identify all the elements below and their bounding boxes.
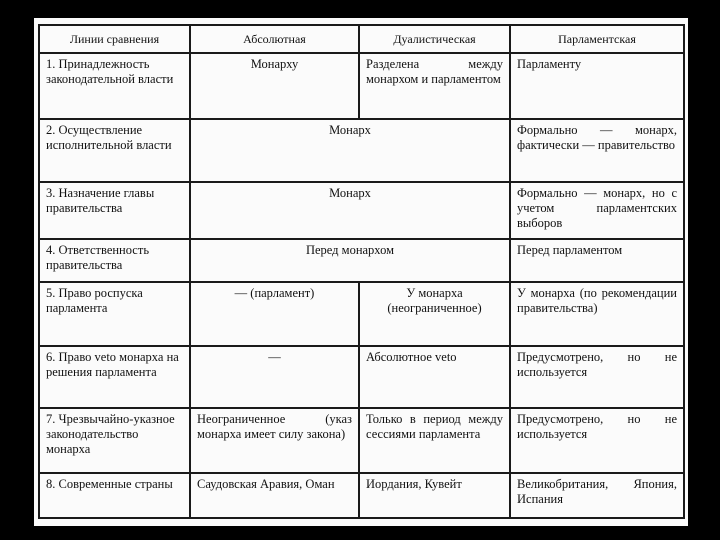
cell-dualistic: Разделена между монархом и парламентом (359, 53, 510, 119)
cell-merged: Монарх (190, 119, 510, 182)
cell-parliamentary: У монарха (по рекомендации правительства) (510, 282, 684, 346)
cell-merged: Монарх (190, 182, 510, 239)
row-feature: 4. Ответственность правительства (39, 239, 190, 282)
cell-dualistic: Иордания, Кувейт (359, 473, 510, 518)
row-feature: 6. Право veto монарха на решения парламента (39, 346, 190, 408)
header-parliamentary: Парламентская (510, 25, 684, 53)
row-feature: 1. Принадлежность законодательной власти (39, 53, 190, 119)
document-page (34, 18, 688, 526)
table-row (39, 408, 684, 473)
cell-parliamentary: Великобритания, Япония, Испания (510, 473, 684, 518)
cell-parliamentary: Предусмотрено, но не используется (510, 346, 684, 408)
row-feature: 5. Право роспуска парламента (39, 282, 190, 346)
cell-absolute: — (парламент) (190, 282, 359, 346)
row-feature: 3. Назначение главы правительства (39, 182, 190, 239)
cell-dualistic: Только в период между сессиями парламента (359, 408, 510, 473)
cell-parliamentary: Перед парламентом (510, 239, 684, 282)
cell-dualistic: Абсолютное veto (359, 346, 510, 408)
header-dualistic: Дуалистическая (359, 25, 510, 53)
cell-merged: Перед монархом (190, 239, 510, 282)
cell-dualistic: У монарха (неограниченное) (359, 282, 510, 346)
table-row (39, 239, 684, 282)
table-row (39, 282, 684, 346)
table-row (39, 346, 684, 408)
cell-absolute: Неограниченное (указ монарха имеет силу закона) (190, 408, 359, 473)
cell-parliamentary: Предусмотрено, но не используется (510, 408, 684, 473)
comparison-table (38, 24, 685, 519)
row-feature: 2. Осуществление исполнительной власти (39, 119, 190, 182)
cell-absolute: — (190, 346, 359, 408)
header-comparison-lines: Линии сравнения (39, 25, 190, 53)
row-feature: 7. Чрезвычайно-указное законодательство монарха (39, 408, 190, 473)
header-absolute: Абсолютная (190, 25, 359, 53)
row-feature: 8. Современные страны (39, 473, 190, 518)
table-row (39, 473, 684, 518)
cell-parliamentary: Парламенту (510, 53, 684, 119)
table-row (39, 53, 684, 119)
cell-absolute: Монарху (190, 53, 359, 119)
cell-parliamentary: Формально — монарх, фактически — правительство (510, 119, 684, 182)
cell-absolute: Саудовская Аравия, Оман (190, 473, 359, 518)
table-row (39, 119, 684, 182)
table-row (39, 182, 684, 239)
table-header-row (39, 25, 684, 53)
cell-parliamentary: Формально — монарх, но с учетом парламентских выборов (510, 182, 684, 239)
